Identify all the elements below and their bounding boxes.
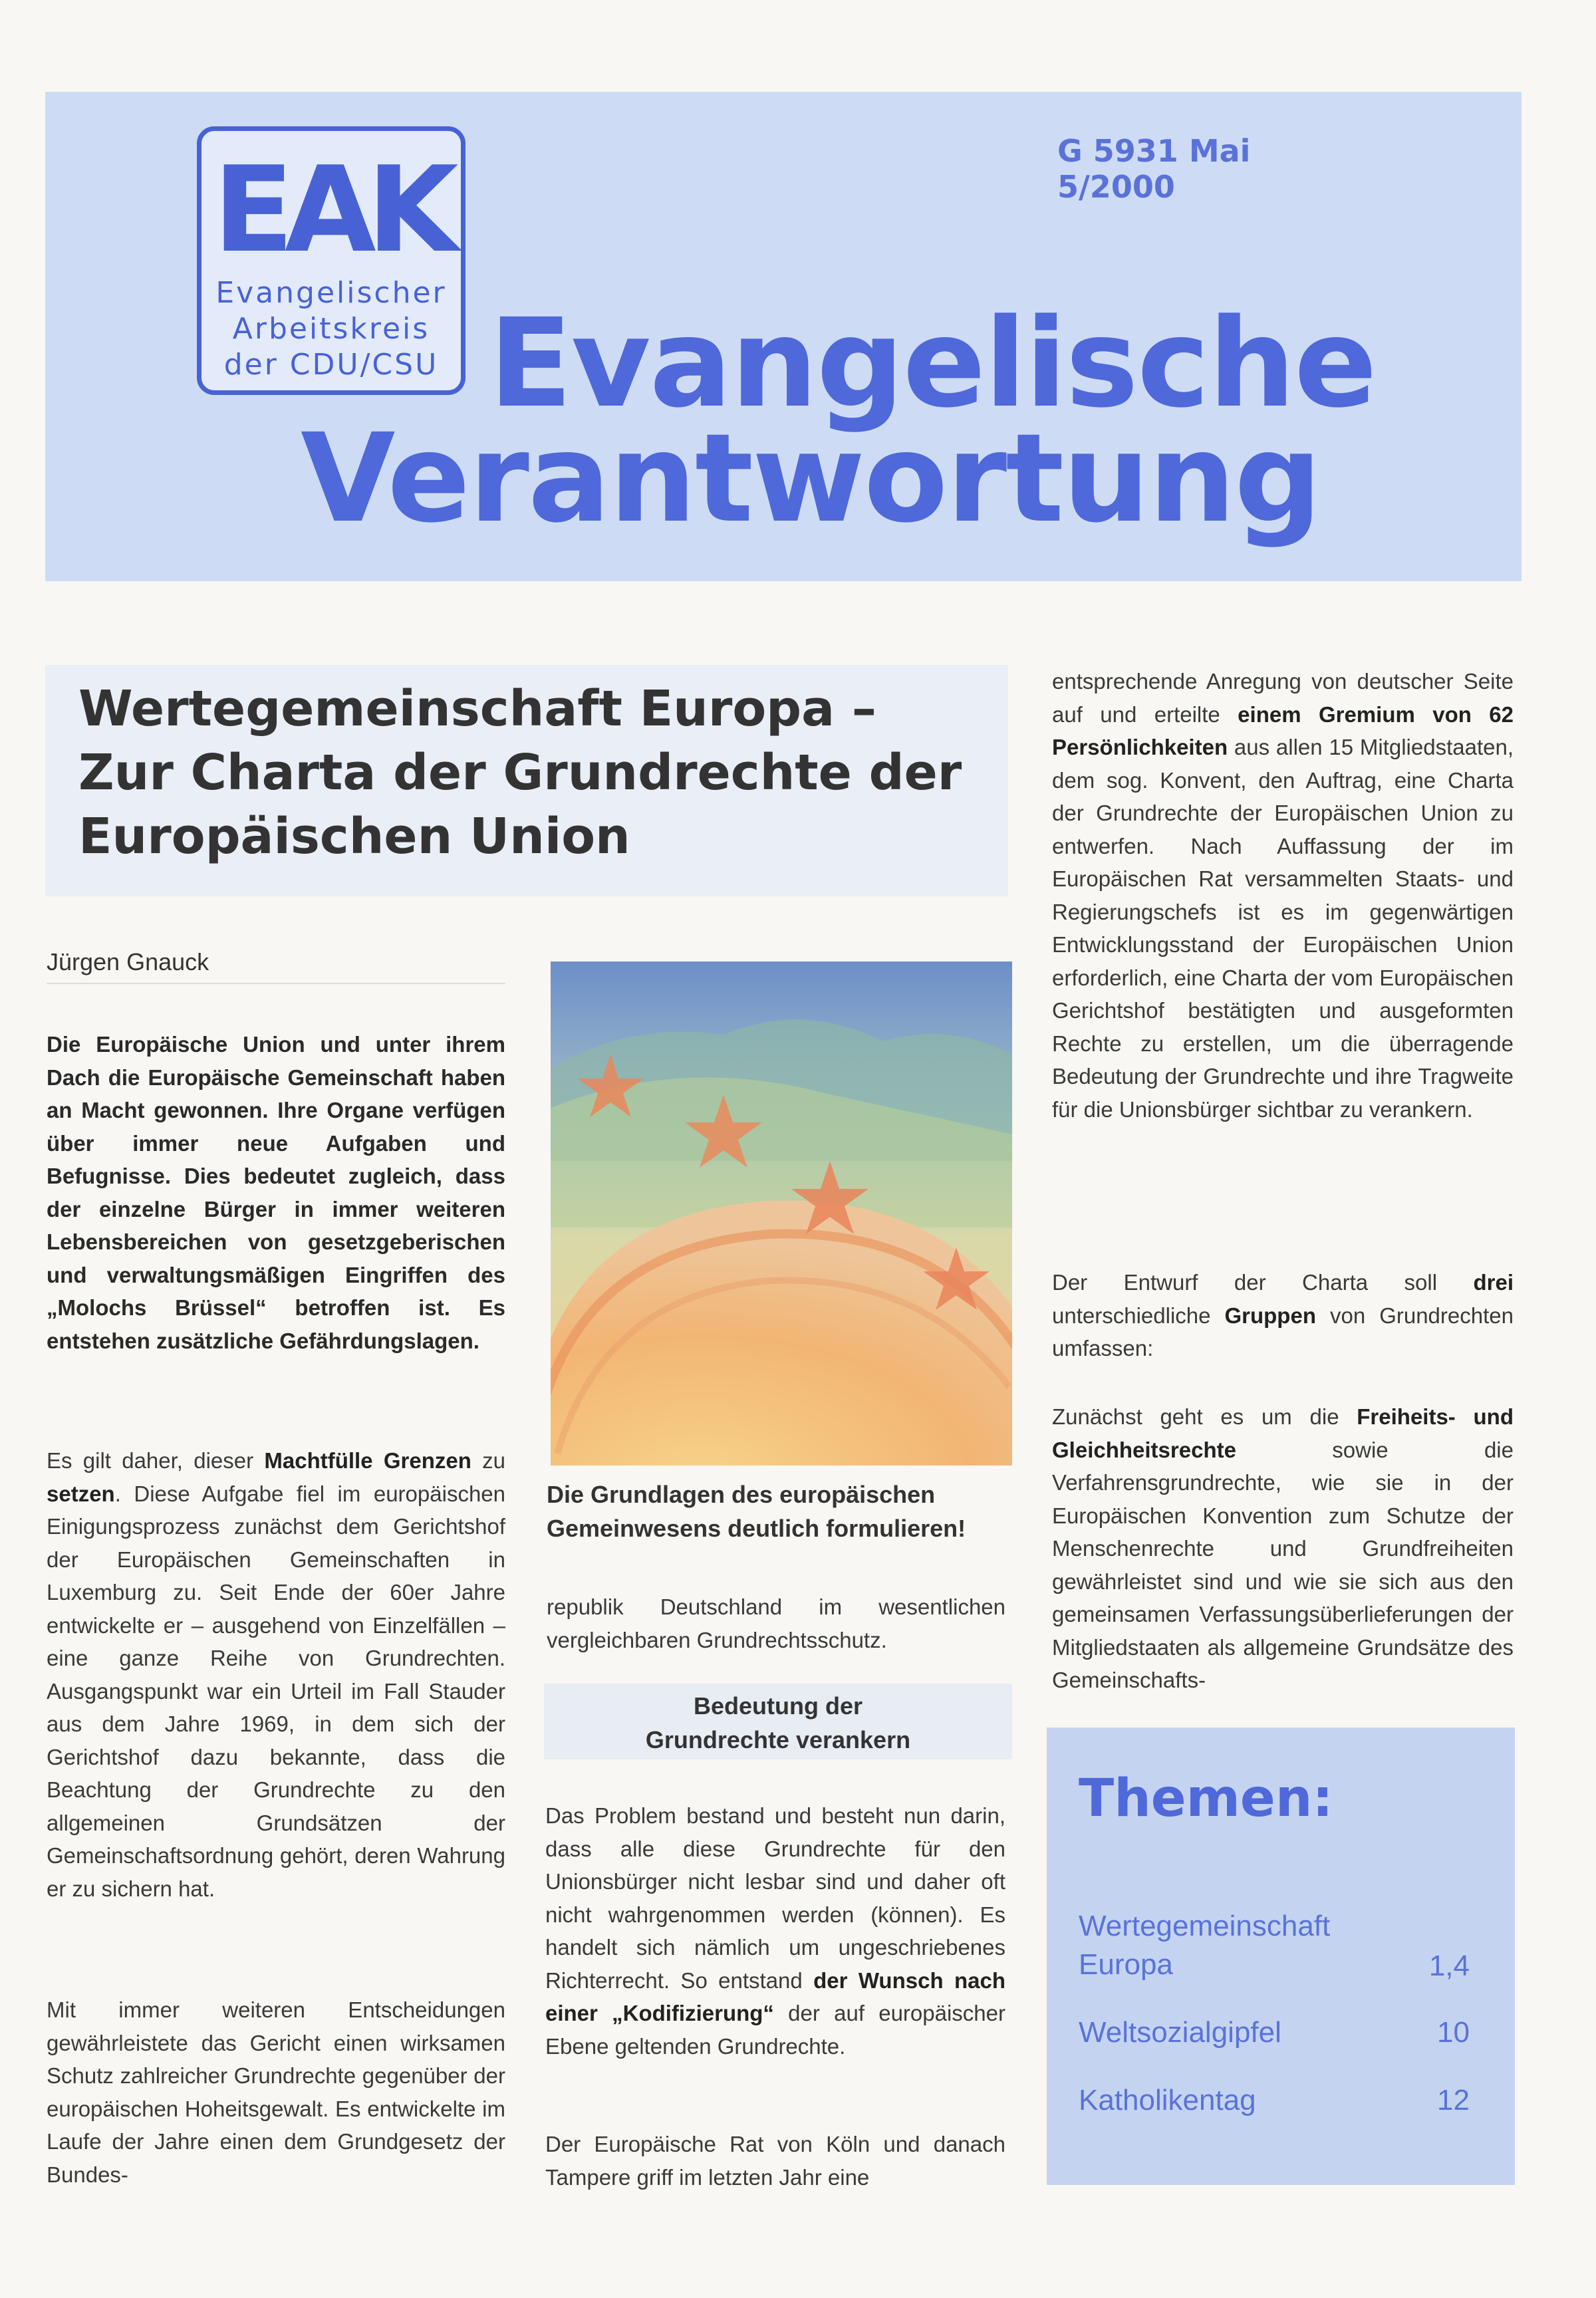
emphasis: setzen [47,1481,115,1506]
logo-line-3: der CDU/CSU [223,348,439,382]
themen-item-2[interactable] [1079,2013,1424,2052]
themen-item-3[interactable] [1079,2081,1424,2120]
text-run: unterschiedliche [1052,1303,1225,1328]
headline-line-3: Europäischen Union [78,808,630,865]
body-paragraph-2 [47,1444,505,1905]
image-caption: Die Grundlagen des europäischen Gemeinwesens deutlich formulieren! [547,1481,966,1542]
themen-item-label: Wertegemeinschaft [1079,1910,1331,1942]
text-run: aus allen 15 Mitgliedstaaten, dem sog. Konvent, den Auftrag, eine Charta der Grundrechte der Europäischen Union zu entwerfen. Nach Auffassung der im Europäischen Rat versammelten Staats- und Regierungschefs ist es im gegenwärtigen Entwicklungsstand der Europäischen Union erforderlich, eine Charta der vom Europäischen Gerichtshof bestätigten und ausgeformten Rechte zu erstellen, um die überragende Bedeutung der Grundrechte und ihre Tragweite für die Unionsbürger sichtbar zu verankern. [1052,735,1514,1122]
logo-mark: EAK [213,141,450,279]
lead-paragraph: Die Europäische Union und unter ihrem Dach die Europäische Gemeinschaft haben an Macht gewonnen. Ihre Organe verfügen über immer neue Aufgaben und Befugnisse. Dies bedeutet zugleich, dass der einzelne Bürger in immer weiteren Lebensbereichen von gesetzgeberischen und verwaltungsmäßigen Eingriffen des „Molochs Brüssel“ betroffen ist. Es entstehen zusätzliche Gefährdungslagen. [47,1032,505,1353]
issue-number: G 5931 Mai 5/2000 [1057,133,1251,205]
emphasis: Freiheits- und Gleichheitsrechte [1052,1404,1514,1462]
themen-item-label: Katholikentag [1079,2084,1256,2116]
eak-logo [197,126,466,395]
themen-item-1[interactable] [1079,1907,1424,1984]
emphasis: drei [1473,1270,1514,1295]
text-run: Der Entwurf der Charta soll [1052,1270,1474,1295]
body-paragraph-8 [1052,1266,1514,1365]
text-run: Es gilt daher, dieser [47,1448,265,1473]
emphasis: einem Gremium von 62 Persönlichkeiten [1052,702,1514,759]
emphasis: Machtfülle Grenzen [264,1448,471,1473]
themen-item-2-page: 10 [1437,2016,1470,2049]
publication-title-line-2: Verantwortung [301,408,1321,550]
article-headline [78,677,1009,868]
themen-title: Themen: [1079,1769,1333,1829]
body-paragraph-3: Mit immer weiteren Entscheidungen gewährleistete das Gericht einen wirksamen Schutz zahlreicher Grundrechte gegenüber der europäischen Hoheitsgewalt. Es entwickelte im Laufe der Jahre einen dem Grundgesetz der Bundes- [47,1997,505,2187]
article-author: Jürgen Gnauck [47,948,209,975]
text-run: sowie die Verfahrensgrundrechte, wie sie in der Europäischen Konvention zum Schutze der Menschenrechte und Grundfreiheiten gewährleistet sind und wie sie sich aus den gemeinsamen Verfassungsüberlieferungen der Mitgliedstaaten als allgemeine Grundsätze des Gemeinschafts- [1052,1437,1514,1692]
themen-item-label: Europa [1079,1948,1173,1981]
text-run: zu [471,1448,505,1473]
text-run: Zunächst geht es um die [1052,1404,1357,1429]
headline-line-2: Zur Charta der Grundrechte der [78,744,962,801]
themen-item-1-page: 1,4 [1428,1950,1470,1982]
themen-item-label: Weltsozialgipfel [1079,2016,1281,2049]
logo-line-2: Arbeitskreis [232,312,430,346]
text-run: entsprechende Anregung von deutscher Seite auf und erteilte [1052,669,1514,727]
text-run: von Grundrechten umfassen: [1052,1303,1514,1360]
text-run: Das Problem bestand und besteht nun darin, dass alle diese Grundrechte für den Unionsbürger nicht lesbar sind und daher oft nicht wahrgenommen werden (können). Es handelt sich nämlich um ungeschriebenes Richterrecht. So entstand [545,1803,1005,1993]
body-paragraph-4: republik Deutschland im wesentlichen vergleichbaren Grundrechtsschutz. [547,1595,1005,1652]
europe-stars-painting [551,961,1012,1466]
body-paragraph-7 [1052,665,1514,1126]
subhead-line-2: Grundrechte verankern [645,1726,911,1753]
logo-line-1: Evangelischer [215,276,447,310]
text-run: der auf europäischer Ebene geltenden Grundrechte. [545,2001,1006,2059]
publication-title-line-1: Evangelische [489,293,1376,435]
author-divider [47,983,505,984]
body-paragraph-5 [545,1799,1005,2063]
themen-item-3-page: 12 [1437,2084,1470,2116]
headline-line-1: Wertegemeinschaft Europa – [78,680,876,737]
body-paragraph-9 [1052,1400,1514,1697]
section-subhead [544,1689,1012,1757]
text-run: . Diese Aufgabe fiel im europäischen Einigungsprozess zunächst dem Gerichtshof der Europäischen Gemeinschaften in Luxemburg zu. Seit Ende der 60er Jahre entwickelte er – ausgehend von Einzelfällen – eine ganze Reihe von Grundrechten. Ausgangspunkt war ein Urteil im Fall Stauder aus dem Jahre 1969, in dem sich der Gerichtshof dazu bekannte, dass die Beachtung der Grundrechte zu den allgemeinen Grundsätzen der Gemeinschaftsordnung gehört, deren Wahrung er zu sichern hat. [47,1481,505,1901]
subhead-line-1: Bedeutung der [693,1692,863,1720]
body-paragraph-6: Der Europäische Rat von Köln und danach Tampere griff im letzten Jahr eine [545,2132,1005,2190]
emphasis: Gruppen [1224,1303,1316,1328]
emphasis: der Wunsch nach einer „Kodifizierung“ [545,1968,1005,2025]
